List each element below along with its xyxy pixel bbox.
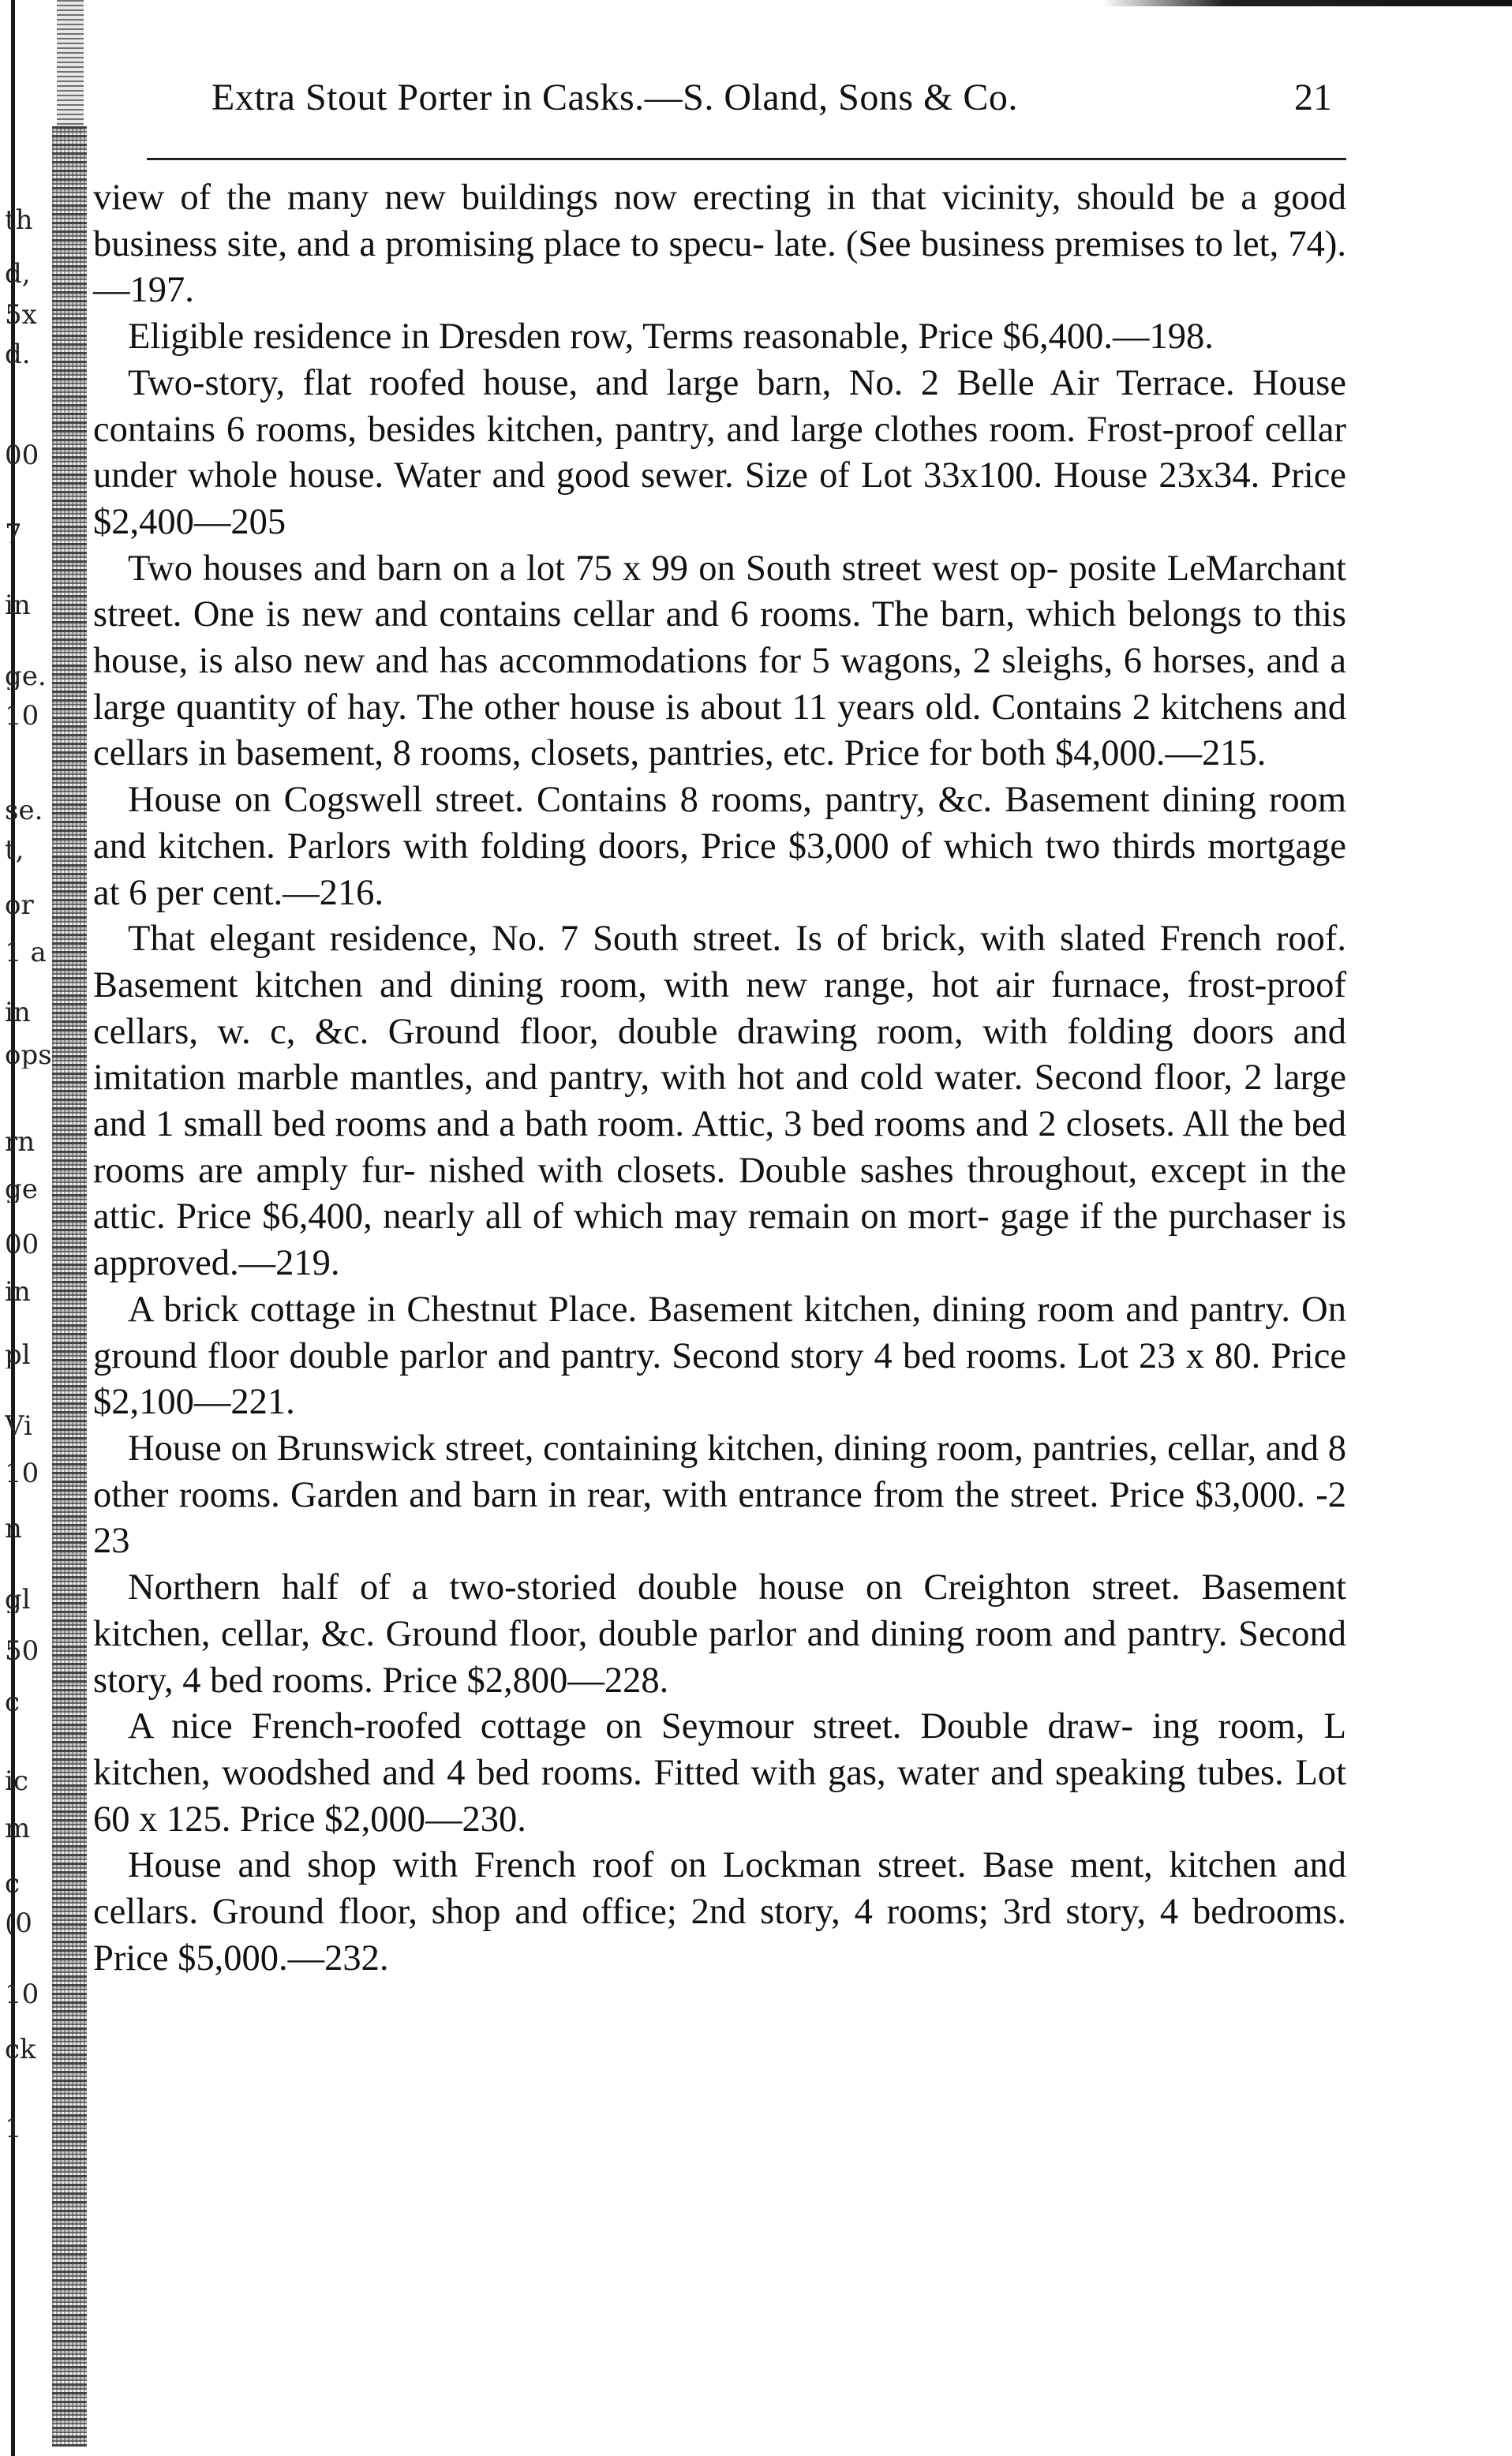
margin-fragment: 7 — [5, 521, 22, 548]
margin-fragment: 00 — [5, 442, 39, 469]
margin-fragment: 1 a — [5, 939, 47, 966]
margin-fragment: ops — [5, 1042, 52, 1069]
gutter-texture-top — [57, 0, 84, 134]
margin-fragment: gl — [5, 1586, 31, 1613]
gutter-line — [11, 0, 15, 2456]
margin-fragment: 5x — [5, 301, 37, 328]
margin-fragment: ge. — [5, 663, 47, 690]
listing-paragraph: A brick cottage in Chestnut Place. Basement kitchen, dining room and pantry. On ground floor double parlor and pantry. Second story 4 bed rooms. Lot 23 x 80. Price $2,100—221. — [93, 1289, 1346, 1423]
margin-fragment: 1 — [5, 2115, 22, 2142]
margin-fragment: in — [5, 592, 31, 619]
margin-fragment: (0 — [5, 1910, 32, 1937]
margin-fragment: 10 — [5, 702, 39, 729]
margin-fragment: rn — [5, 1129, 36, 1155]
running-title: Extra Stout Porter in Casks.—S. Oland, Sons & Co. — [211, 77, 1018, 118]
header-rule — [147, 158, 1346, 160]
margin-fragment: ic — [5, 1768, 28, 1795]
listing-paragraph: Two houses and barn on a lot 75 x 99 on South street west op- posite LeMarchant street. One is new and contains cellar and 6 rooms. The barn, which belongs to this house, is also new and has accommodations for 5 wagons, 2 sleighs, 6 horses, and a large quantity of hay. The other house is about 11 years old. Contains 2 kitchens and cellars in basement, 8 rooms, closets, pantries, etc. Price for both $4,000.—215. — [93, 548, 1346, 774]
margin-fragment: ck — [5, 2036, 36, 2063]
listing-paragraph: That elegant residence, No. 7 South street. Is of brick, with slated French roof. Basement kitchen and dining room, with new range, hot air furnace, frost-proof cellars, w. c, &c. Ground floor, double drawing room, with folding doors and imitation marble mantles, and pantry, with hot and cold water. Second floor, 2 large and 1 small bed rooms and a bath room. Attic, 3 bed rooms and 2 closets. All the bed rooms are amply fur- nished with closets. Double sashes throughout, except in the attic. Price $6,400, nearly all of which may remain on mort- gage if the purchaser is approved.—219. — [93, 919, 1346, 1284]
listing-paragraph: Northern half of a two-storied double house on Creighton street. Basement kitchen, cellar, &c. Ground floor, double parlor and dining room and pantry. Second story, 4 bed rooms. Price $2,800—228. — [93, 1567, 1346, 1701]
listing-paragraph: House and shop with French roof on Lockman street. Base ment, kitchen and cellars. Ground floor, shop and office; 2nd story, 4 rooms; 3rd story, 4 bedrooms. Price $5,000.—232. — [93, 1845, 1346, 1979]
margin-fragment: in — [5, 999, 31, 1026]
margin-fragment: pl — [5, 1342, 31, 1368]
margin-fragment: se. — [5, 797, 43, 824]
margin-fragment: ge — [5, 1176, 38, 1203]
margin-fragment: c — [5, 1689, 21, 1716]
margin-fragment: 50 — [5, 1638, 39, 1664]
margin-fragment: th — [5, 207, 33, 234]
gutter-texture — [52, 126, 87, 2447]
margin-fragment: m — [5, 1815, 31, 1842]
listing-paragraph: House on Brunswick street, containing kitchen, dining room, pantries, cellar, and 8 other rooms. Garden and barn in rear, with entrance from the street. Price $3,000. -2 23 — [93, 1428, 1346, 1562]
margin-fragment: d, — [5, 260, 31, 287]
margin-fragment: t, — [5, 837, 24, 863]
margin-fragment: or — [5, 892, 34, 919]
margin-fragment: in — [5, 1279, 31, 1305]
margin-fragment: 10 — [5, 1460, 39, 1487]
listing-paragraph: House on Cogswell street. Contains 8 rooms, pantry, &c. Basement dining room and kitchen. Parlors with folding doors, Price $3,000 of which two thirds mortgage at 6 per cent.—216. — [93, 780, 1346, 913]
margin-fragment: c — [5, 1870, 21, 1897]
page-body — [93, 175, 1346, 1982]
margin-fragment: n — [5, 1515, 22, 1542]
scan-edge — [1102, 0, 1512, 6]
listing-paragraph: Eligible residence in Dresden row, Terms reasonable, Price $6,400.—198. — [128, 316, 1214, 358]
listing-paragraph: A nice French-roofed cottage on Seymour street. Double draw- ing room, L kitchen, woodshed and 4 bed rooms. Fitted with gas, water and speaking tubes. Lot 60 x 125. Price $2,000—230. — [93, 1706, 1346, 1840]
listing-paragraph: Two-story, flat roofed house, and large barn, No. 2 Belle Air Terrace. House contains 6 rooms, besides kitchen, pantry, and large clothes room. Frost-proof cellar under whole house. Water and good sewer. Size of Lot 33x100. House 23x34. Price $2,400—205 — [93, 362, 1346, 542]
margin-fragment: d. — [5, 341, 31, 368]
margin-fragment: 10 — [5, 1981, 39, 2008]
margin-fragment: Vi — [5, 1413, 32, 1440]
margin-fragment: 00 — [5, 1231, 39, 1258]
binding-gutter — [0, 0, 93, 2456]
page-number: 21 — [1294, 77, 1332, 118]
listing-paragraph: view of the many new buildings now erecting in that vicinity, should be a good business site, and a promising place to specu- late. (See business premises to let, 74).—197. — [93, 178, 1346, 311]
